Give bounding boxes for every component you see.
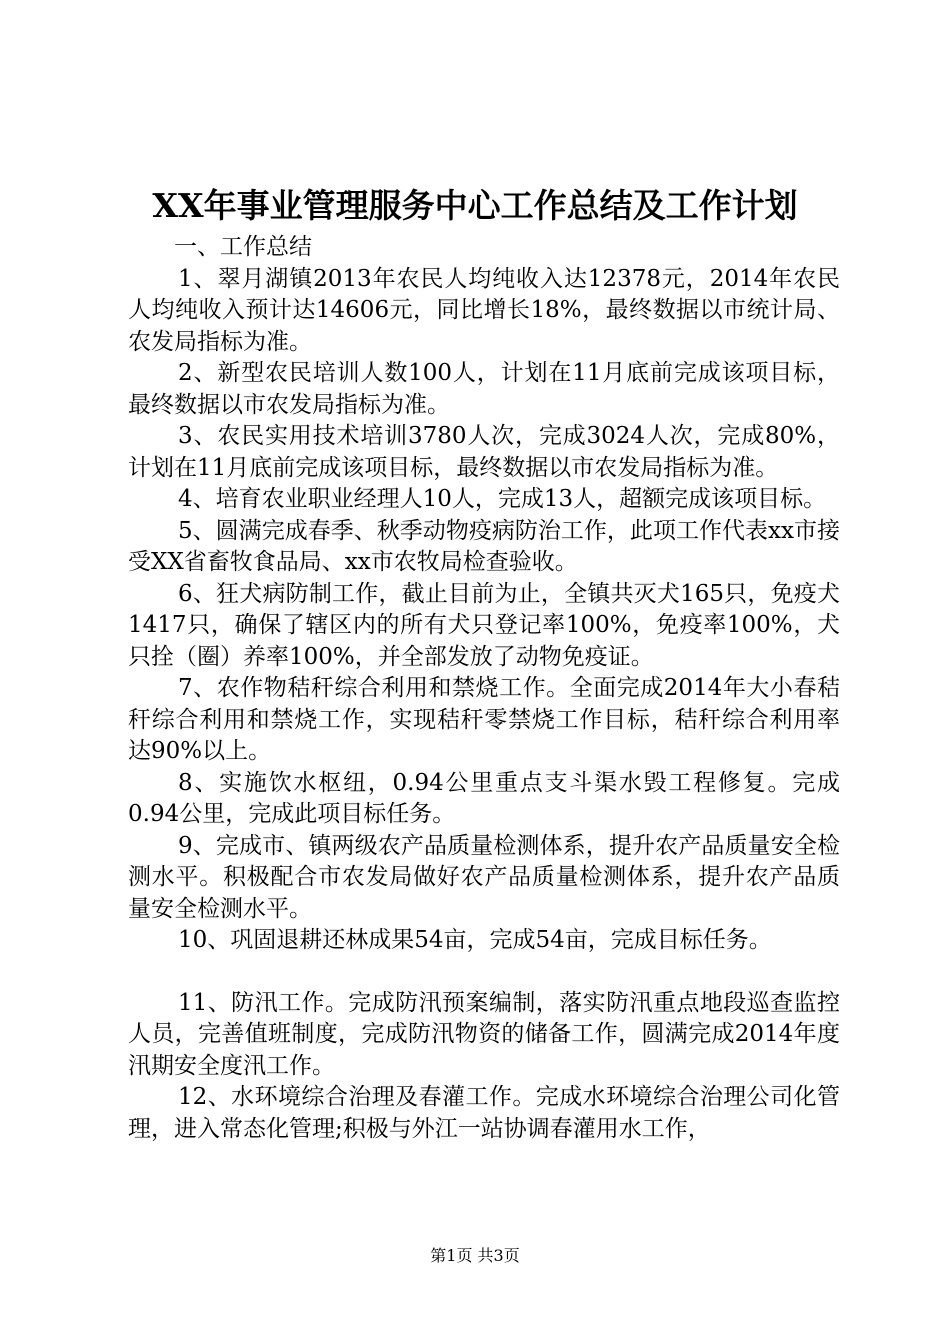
paragraph-6: 6、狂犬病防制工作，截止目前为止，全镇共灭犬165只，免疫犬1417只，确保了辖区内的所有犬只登记率100%，免疫率100%，犬只拴（圈）养率100%，并全部发放了动物免疫证。 — [128, 580, 840, 670]
paragraph-8: 8、实施饮水枢纽，0.94公里重点支斗渠水毁工程修复。完成0.94公里，完成此项目标任务。 — [128, 769, 840, 827]
paragraph-1: 1、翠月湖镇2013年农民人均纯收入达12378元，2014年农民人均纯收入预计达14606元，同比增长18%，最终数据以市统计局、农发局指标为准。 — [128, 265, 840, 355]
paragraph-12: 12、水环境综合治理及春灌工作。完成水环境综合治理公司化管理，进入常态化管理;积极与外江一站协调春灌用水工作， — [128, 1084, 840, 1142]
paragraph-2: 2、新型农民培训人数100人，计划在11月底前完成该项目标，最终数据以市农发局指标为准。 — [128, 360, 840, 418]
paragraph-7: 7、农作物秸秆综合利用和禁烧工作。全面完成2014年大小春秸秆综合利用和禁烧工作，实现秸秆零禁烧工作目标，秸秆综合利用率达90%以上。 — [128, 675, 840, 764]
paragraph-3: 3、农民实用技术培训3780人次，完成3024人次，完成80%，计划在11月底前完成该项目标，最终数据以市农发局指标为准。 — [128, 423, 840, 481]
paragraph-10: 10、巩固退耕还林成果54亩，完成54亩，完成目标任务。 — [178, 927, 772, 953]
paragraph-4: 4、培育农业职业经理人10人，完成13人，超额完成该项目标。 — [178, 486, 827, 512]
paragraph-11: 11、防汛工作。完成防汛预案编制，落实防汛重点地段巡查监控人员，完善值班制度，完成防汛物资的储备工作，圆满完成2014年度汛期安全度汛工作。 — [128, 989, 840, 1079]
paragraph-5: 5、圆满完成春季、秋季动物疫病防治工作，此项工作代表xx市接受XX省畜牧食品局、xx市农牧局检查验收。 — [128, 517, 840, 575]
document-title: XX年事业管理服务中心工作总结及工作计划 — [152, 186, 798, 225]
paragraph-9: 9、完成市、镇两级农产品质量检测体系，提升农产品质量安全检测水平。积极配合市农发局做好农产品质量检测体系，提升农产品质量安全检测水平。 — [128, 832, 840, 922]
document-body — [128, 232, 840, 1145]
page-indicator: 第1页 共3页 — [430, 1246, 520, 1265]
section-heading: 一、工作总结 — [174, 234, 312, 260]
